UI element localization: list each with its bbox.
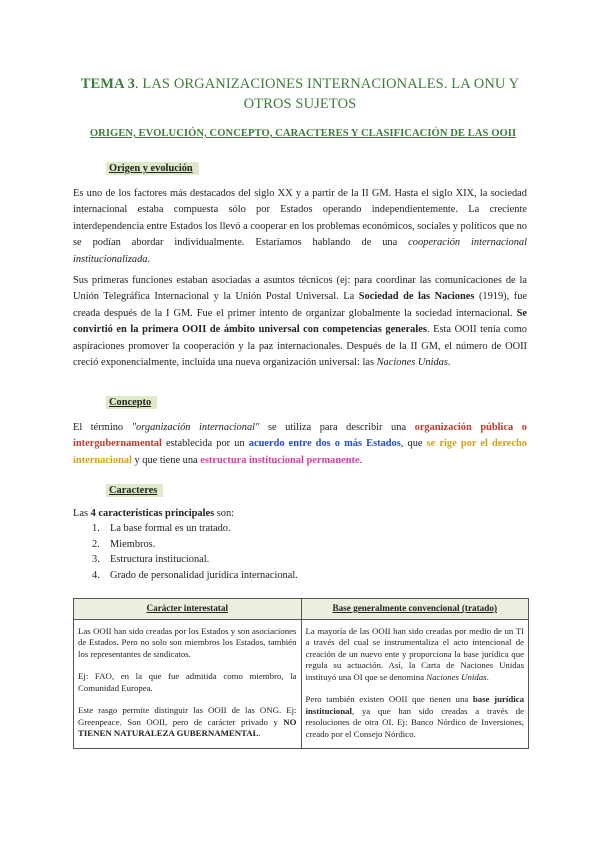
p2-bold-2: Se convirtió en la primera OOII de ámbito universal con competencias generales xyxy=(73,307,527,336)
list-number: 1. xyxy=(92,523,100,534)
paragraph-concepto xyxy=(73,420,527,469)
list-item xyxy=(92,568,392,584)
p2-bold-1: Sociedad de las Naciones xyxy=(358,291,475,303)
concepto-italic: "organización internacional" xyxy=(131,422,260,433)
p2-a: Sus primeras funciones estaban asociadas a asuntos técnicos (ej: para coordinar las comunicaciones de la Unión Telegráfica Internacional y la Unión Postal Universal. La xyxy=(73,275,527,303)
title-rest: . LAS ORGANIZACIONES INTERNACIONALES. LA ONU Y OTROS SUJETOS xyxy=(134,76,520,112)
caracteres-list xyxy=(92,521,392,583)
concepto-t1: El término xyxy=(73,422,132,433)
p1-end: . xyxy=(147,253,151,265)
col2-p1-text: La mayoría de las OOII han sido creadas por medio de un TI a través del cual se instrumentaliza el acto intencional de creación de un nuevo ente y proporciona la base jurídica que regula su actuación. Así, la Carta de Naciones Unidas instituyó una OI que se denomina xyxy=(305,625,524,682)
p2-end: . xyxy=(447,357,451,369)
list-number: 3. xyxy=(92,554,100,566)
p1-text: Es uno de los factores más destacados del siglo XX y a partir de la II GM. Hasta el siglo XIX, la sociedad internacional estaba compuesta sólo por Estados operando independientemente. La creciente interdependencia entre Estados los llevó a cooperar en los problemas económicos, sociales y políticos que no se podían abordar individualmente. Estaríamos hablando de una xyxy=(73,188,527,249)
col2-p2-end: , ya que han sido creadas a través de resoluciones de otra OI. Ej: Banco Nórdico de Inversiones, creado por el Consejo Nórdico. xyxy=(305,705,524,739)
col1-p3-end: . xyxy=(258,728,261,738)
list-text: La base formal es un tratado. xyxy=(110,523,231,534)
table-cell-col1 xyxy=(74,619,302,749)
table-header-col1: Carácter interestatal xyxy=(74,599,302,620)
p2-italic: Naciones Unidas xyxy=(376,357,448,369)
col2-p2-bold: base jurídica institucional xyxy=(305,694,524,716)
col1-p3-text: Este rasgo permite distinguir las OOII de las ONG. Ej: Greenpeace. Son OOII, pero de carácter privado y xyxy=(78,705,297,727)
cell-paragraph xyxy=(306,694,525,740)
concepto-t4: , que xyxy=(400,438,427,450)
cell-paragraph: Ej: FAO, en la que fue admitida como miembro, la Comunidad Europea. xyxy=(78,671,297,693)
subheading-caracteres-text: Caracteres xyxy=(106,484,163,497)
table-cell-col2 xyxy=(301,619,529,749)
concepto-t5: y que tiene una xyxy=(131,454,201,466)
col1-p3-bold: NO TIENEN NATURALEZA GUBERNAMENTAL xyxy=(78,716,297,738)
concepto-t6: . xyxy=(359,454,363,466)
cell-paragraph: Las OOII han sido creadas por los Estados y son asociaciones de Estados. Pero no solo son miembros los Estados, también los representantes de sindicatos. xyxy=(78,625,297,659)
paragraph-origen-1 xyxy=(73,186,527,268)
intro-a: Las xyxy=(73,508,91,519)
concepto-t3: establecida por un xyxy=(161,438,249,450)
list-item xyxy=(92,552,392,568)
cell-paragraph xyxy=(78,705,297,740)
list-item xyxy=(92,537,392,553)
caracteres-intro xyxy=(73,506,527,522)
subheading-origen-text: Origen y evolución xyxy=(106,162,199,175)
list-item xyxy=(92,521,392,537)
paragraph-origen-2 xyxy=(73,273,527,371)
col2-p1-end: . xyxy=(486,671,489,682)
intro-bold: 4 características principales xyxy=(90,508,215,519)
concepto-blue: acuerdo entre dos o más Estados xyxy=(248,438,401,450)
table-row xyxy=(74,619,529,749)
list-text: Miembros. xyxy=(110,538,156,550)
col2-p1-italic: Naciones Unidas xyxy=(426,671,487,682)
intro-b: son: xyxy=(214,508,235,519)
col2-p2-text: Pero también existen OOII que tienen una xyxy=(305,694,473,704)
concepto-t2: se utiliza para describir una xyxy=(259,422,415,433)
p2-b: (1919), fue creada después de la I GM. Fue el primer intento de organizar globalmente la sociedad internacional. xyxy=(73,291,528,319)
document-title xyxy=(60,74,540,114)
list-text: Estructura institucional. xyxy=(110,554,210,566)
concepto-red: organización pública o intergubernamental xyxy=(73,422,527,450)
list-number: 4. xyxy=(92,569,100,581)
p1-italic: cooperación internacional institucionalizada xyxy=(73,237,527,265)
list-text: Grado de personalidad jurídica internacional. xyxy=(110,569,298,581)
table-header-row xyxy=(74,599,529,620)
cell-paragraph xyxy=(306,626,525,684)
subheading-concepto xyxy=(106,392,157,410)
subheading-origen xyxy=(106,158,199,176)
caracteres-table xyxy=(73,598,529,749)
subheading-caracteres xyxy=(106,480,163,498)
list-number: 2. xyxy=(92,538,100,550)
subheading-concepto-text: Concepto xyxy=(106,396,157,409)
table-header-col2: Base generalmente convencional (tratado) xyxy=(301,599,529,620)
concepto-yellow: se rige por el derecho internacional xyxy=(73,438,527,466)
concepto-pink: estructura institucional permanente xyxy=(200,454,360,466)
section-heading: ORIGEN, EVOLUCIÓN, CONCEPTO, CARACTERES Y CLASIFICACIÓN DE LAS OOII xyxy=(89,128,517,139)
p2-c: . Esta OOII tenía como aspiraciones promover la cooperación y la paz internacionales. Después de la II GM, el número de OOII creció exponencialmente, incluida una nueva organización universal: las xyxy=(73,324,527,369)
title-bold: TEMA 3 xyxy=(80,76,135,92)
